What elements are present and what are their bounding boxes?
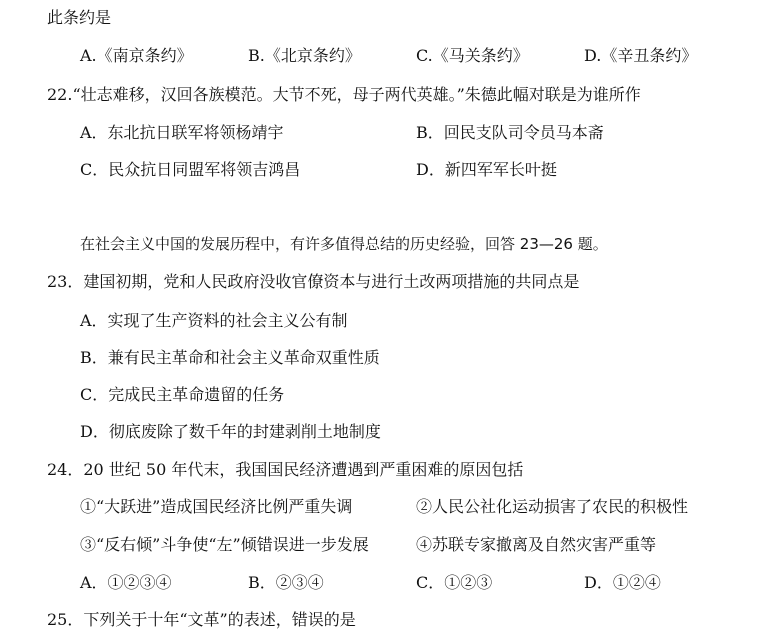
statement-1: ①“大跃进”造成国民经济比例严重失调 xyxy=(80,497,353,516)
option-d: D．新四军军长叶挺 xyxy=(416,160,557,179)
statement-2: ②人民公社化运动损害了农民的积极性 xyxy=(416,497,689,516)
section-intro: 在社会主义中国的发展历程中，有许多值得总结的历史经验，回答 23—26 题。 xyxy=(80,235,608,253)
statement-4: ④苏联专家撤离及自然灾害严重等 xyxy=(416,535,657,554)
option-a: A．①②③④ xyxy=(80,573,172,592)
question-stem: 22.“壮志难移，汉回各族模范。大节不死，母子两代英雄。”朱德此幅对联是为谁所作 xyxy=(47,85,641,104)
option-c: C．①②③ xyxy=(416,573,493,592)
option-d: D．①②④ xyxy=(584,573,661,592)
option-d: D．彻底废除了数千年的封建剥削土地制度 xyxy=(80,422,381,441)
option-c: C.《马关条约》 xyxy=(416,46,529,65)
option-d: D.《辛丑条约》 xyxy=(584,46,698,65)
question-stem: 24．20 世纪 50 年代末，我国国民经济遭遇到严重困难的原因包括 xyxy=(47,460,524,479)
option-b: B．回民支队司令员马本斋 xyxy=(416,123,604,142)
option-c: C．完成民主革命遗留的任务 xyxy=(80,385,285,404)
option-a: A．东北抗日联军将领杨靖宇 xyxy=(80,123,284,142)
question-stem: 23．建国初期，党和人民政府没收官僚资本与进行土改两项措施的共同点是 xyxy=(47,272,580,291)
option-b: B．②③④ xyxy=(248,573,324,592)
question-stem: 此条约是 xyxy=(47,8,112,27)
question-stem: 25．下列关于十年“文革”的表述，错误的是 xyxy=(47,610,356,629)
option-a: A.《南京条约》 xyxy=(80,46,193,65)
option-b: B．兼有民主革命和社会主义革命双重性质 xyxy=(80,348,380,367)
option-b: B.《北京条约》 xyxy=(248,46,361,65)
option-a: A．实现了生产资料的社会主义公有制 xyxy=(80,311,348,330)
statement-3: ③“反右倾”斗争使“左”倾错误进一步发展 xyxy=(80,535,369,554)
option-c: C．民众抗日同盟军将领吉鸿昌 xyxy=(80,160,301,179)
